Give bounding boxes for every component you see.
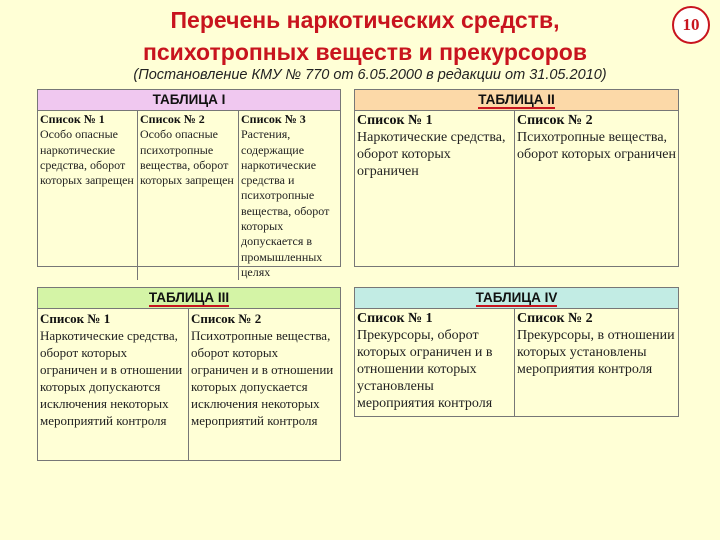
table-4-title: ТАБЛИЦА ІV — [475, 290, 558, 305]
list-description: Растения, содержащие наркотические средства и психотропные вещества, оборот которых допускается в промышленных целях — [241, 127, 330, 279]
page-number-badge: 10 — [672, 6, 710, 44]
table-1-list-3 — [239, 111, 340, 280]
table-1-header — [38, 90, 340, 111]
table-4 — [354, 287, 679, 417]
list-description: Наркотические средства, оборот которых ограничен и в отношении которых допускаются исключения некоторых мероприятий контроля — [40, 328, 183, 428]
title-line-2: психотропных веществ и прекурсоров — [143, 39, 587, 65]
list-heading: Список № 2 — [517, 311, 593, 326]
list-heading: Список № 1 — [40, 112, 105, 126]
table-2-list-2 — [515, 111, 678, 266]
subtitle: (Постановление КМУ № 770 от 6.05.2000 в редакции от 31.05.2010) — [133, 67, 607, 83]
table-3 — [37, 287, 341, 461]
table-4-list-1 — [355, 309, 515, 416]
list-heading: Список № 2 — [517, 113, 593, 128]
table-1-list-2 — [138, 111, 239, 280]
table-2-header — [355, 90, 678, 111]
table-2-title: ТАБЛИЦА ІІ — [478, 92, 555, 107]
slide-title — [70, 4, 660, 68]
list-heading: Список № 3 — [241, 112, 306, 126]
list-description: Прекурсоры, в отношении которых установлены мероприятия контроля — [517, 328, 675, 377]
list-heading: Список № 2 — [191, 311, 262, 326]
table-3-list-1 — [38, 309, 189, 460]
list-description: Психотропные вещества, оборот которых ограничен — [517, 130, 676, 162]
list-description: Прекурсоры, оборот которых ограничен и в отношении которых установлены мероприятия контроля — [357, 328, 493, 411]
table-1-list-1 — [38, 111, 138, 280]
list-heading: Список № 1 — [357, 311, 433, 326]
table-3-title: ТАБЛИЦА ІІІ — [148, 290, 230, 305]
table-2 — [354, 89, 679, 267]
list-description: Наркотические средства, оборот которых ограничен — [357, 130, 506, 179]
table-4-header — [355, 288, 678, 309]
table-2-list-1 — [355, 111, 515, 266]
list-description: Особо опасные психотропные вещества, оборот которых запрещен — [140, 127, 234, 188]
list-description: Особо опасные наркотические средства, оборот которых запрещен — [40, 127, 134, 188]
table-1 — [37, 89, 341, 279]
title-line-1: Перечень наркотических средств, — [170, 7, 560, 33]
table-4-list-2 — [515, 309, 678, 416]
list-heading: Список № 1 — [357, 113, 433, 128]
table-1-title: ТАБЛИЦА І — [152, 92, 226, 107]
list-heading: Список № 1 — [40, 311, 111, 326]
list-heading: Список № 2 — [140, 112, 205, 126]
list-description: Психотропные вещества, оборот которых ограничен и в отношении которых допускается исключения некоторых мероприятий контроля — [191, 328, 334, 428]
table-3-list-2 — [189, 309, 340, 460]
table-3-header — [38, 288, 340, 309]
